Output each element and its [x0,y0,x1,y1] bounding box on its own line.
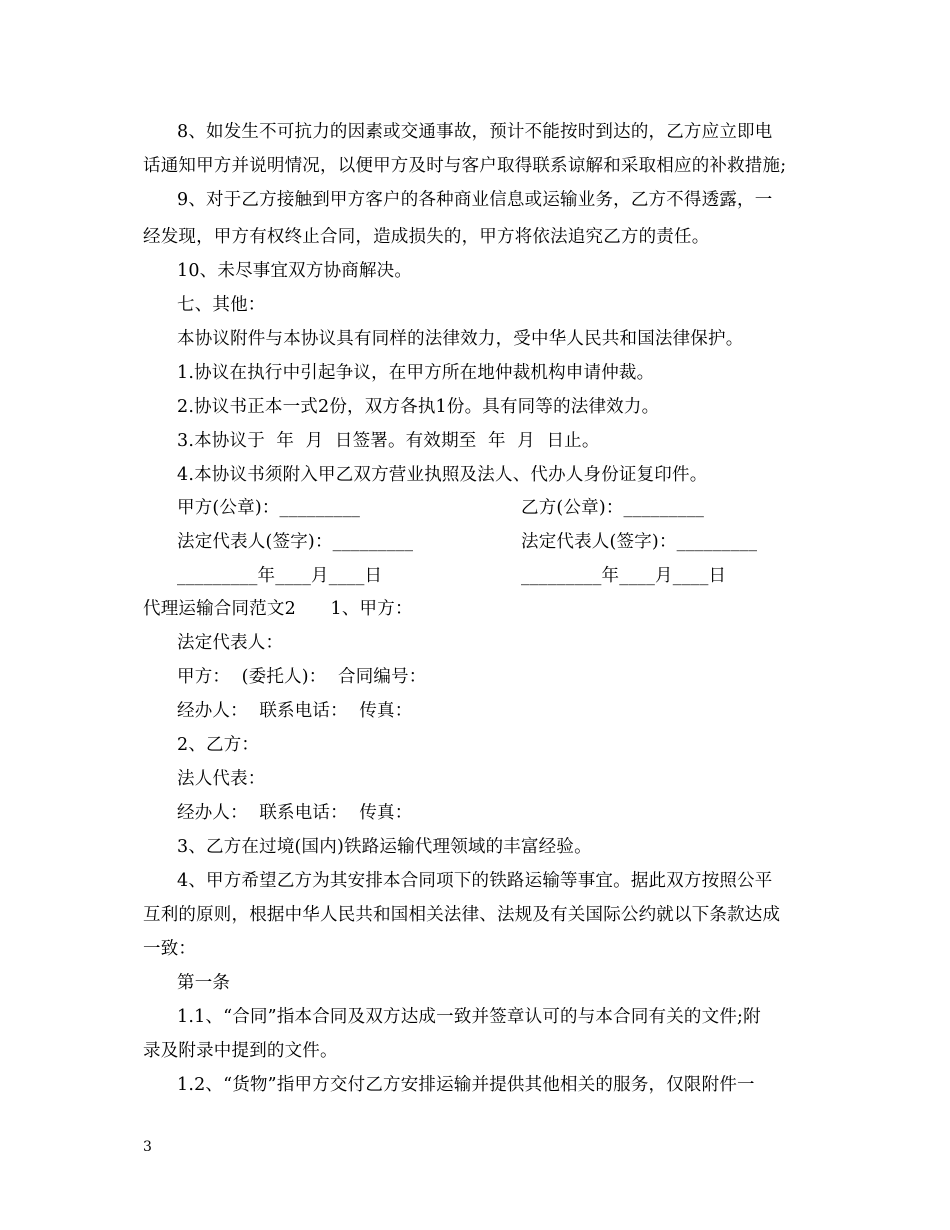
paragraph-line: 4、甲方希望乙方为其安排本合同项下的铁路运输等事宜。据此双方按照公平 [177,871,773,891]
paragraph-line: 10、未尽事宜双方协商解决。 [177,261,413,281]
paragraph-line: 3、乙方在过境(国内)铁路运输代理领域的丰富经验。 [177,837,592,857]
paragraph-line: 3.本协议于 年 月 日签署。有效期至 年 月 日止。 [177,431,600,451]
page-number: 3 [143,1139,152,1155]
paragraph-line: 2.协议书正本一式2份，双方各执1份。具有同等的法律效力。 [177,397,660,417]
paragraph-line: 互利的原则，根据中华人民共和国相关法律、法规及有关国际公约就以下条款达成 [143,905,781,925]
paragraph-line: 录及附录中提到的文件。 [143,1041,338,1061]
paragraph-line: 4.本协议书须附入甲乙双方营业执照及法人、代办人身份证复印件。 [177,465,708,485]
paragraph-line: 话通知甲方并说明情况，以便甲方及时与客户取得联系谅解和采取相应的补救措施; [143,156,787,176]
party-a-date: _________年____月____日 [177,566,383,586]
paragraph-line: 本协议附件与本协议具有同样的法律效力，受中华人民共和国法律保护。 [177,329,744,349]
paragraph-line: 9、对于乙方接触到甲方客户的各种商业信息或运输业务，乙方不得透露，一 [177,190,773,210]
party-b-seal: 乙方(公章)：_________ [521,498,705,518]
article-heading: 第一条 [177,973,231,993]
document-title-line: 代理运输合同范文2 1、甲方： [143,599,413,619]
party-b-date: _________年____月____日 [521,566,727,586]
paragraph-line: 经办人： 联系电话： 传真： [177,803,413,823]
paragraph-line: 1.2、“货物”指甲方交付乙方安排运输并提供其他相关的服务，仅限附件一 [177,1075,755,1095]
paragraph-line: 法人代表： [177,769,266,789]
party-a-seal: 甲方(公章)：_________ [177,498,361,518]
section-heading: 七、其他： [177,295,266,315]
paragraph-line: 经发现，甲方有权终止合同，造成损失的，甲方将依法追究乙方的责任。 [143,227,710,247]
paragraph-line: 1.协议在执行中引起争议，在甲方所在地仲裁机构申请仲裁。 [177,363,655,383]
paragraph-line: 甲方： (委托人)： 合同编号： [177,667,427,687]
paragraph-line: 一致： [143,939,197,959]
paragraph-line: 法定代表人： [177,633,284,653]
paragraph-line: 1.1、“合同”指本合同及双方达成一致并签章认可的与本合同有关的文件;附 [177,1007,761,1027]
party-b-signature: 法定代表人(签字)：_________ [521,532,758,552]
paragraph-line: 8、如发生不可抗力的因素或交通事故，预计不能按时到达的，乙方应立即电 [177,122,773,142]
paragraph-line: 2、乙方： [177,735,260,755]
paragraph-line: 经办人： 联系电话： 传真： [177,701,413,721]
party-a-signature: 法定代表人(签字)：_________ [177,532,414,552]
